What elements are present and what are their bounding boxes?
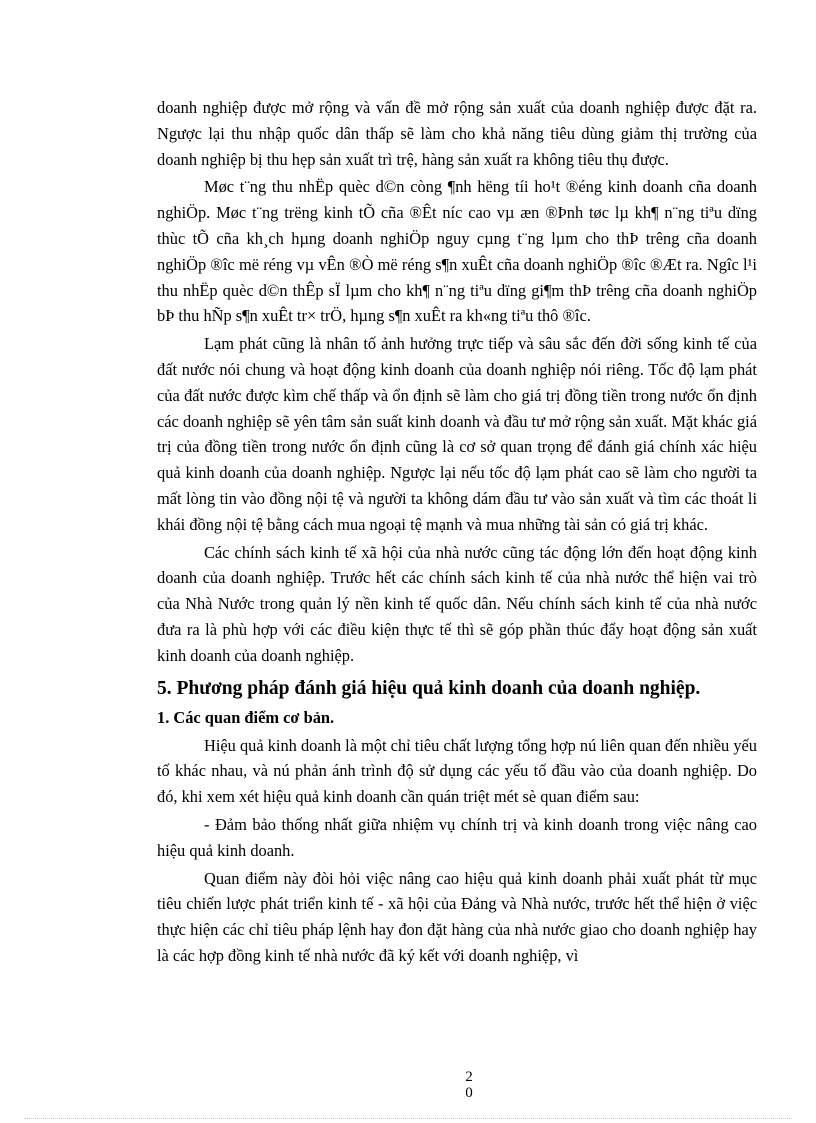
page-number-digit-1: 2 xyxy=(465,1069,473,1085)
subsection-heading: 1. Các quan điểm cơ bản. xyxy=(157,707,335,727)
page-bottom-divider xyxy=(24,1118,792,1119)
paragraph-efficiency-definition: Hiệu quả kinh doanh là một chỉ tiêu chất lượng tổng hợp nú liên quan đến nhiều yếu tố khác nhau, và nú phản ánh trình độ sử dụng các yếu tố đầu vào của doanh nghiệp. Do đó, khi xem xét hiệu quả kinh doanh cần quán triệt mét sè quan điểm sau: xyxy=(157,735,757,807)
paragraph-inflation: Lạm phát cũng là nhân tố ảnh hưởng trực tiếp và sâu sắc đến đời sống kinh tế của đất nước nói chung và hoạt động kinh doanh của doanh nghiệp nói riêng. Tốc độ lạm phát của đất nước được kìm chế thấp và ổn định sẽ làm cho giá trị đồng tiền trong nước ổn định các doanh nghiệp sẽ yên tâm sản suất kinh doanh và đầu tư mở rộng sản xuất. Mặt khác giá trị của đồng tiền trong nước ổn định cũng là cơ sở quan trọng để đánh giá chính xác hiệu quả kinh doanh của doanh nghiệp. Ngược lại nếu tốc độ lạm phát cao sẽ làm cho người ta mất lòng tin vào đồng nội tệ và người ta không dám đầu tư vào sản xuất và tìm các thoát li khái đồng nội tệ bằng cách mua ngoại tệ mạnh và mua những tài sản có giá trị khác. xyxy=(157,334,757,534)
paragraph-principle-bullet: - Đảm bảo thống nhất giữa nhiệm vụ chính trị và kinh doanh trong việc nâng cao hiệu quả kinh doanh. xyxy=(157,814,757,860)
page-number-digit-2: 0 xyxy=(465,1085,473,1101)
paragraph-continued: doanh nghiệp được mở rộng và vấn đề mở rộng sản xuất của doanh nghiệp được đặt ra. Ngược lại thu nhập quốc dân thấp sẽ làm cho khả năng tiêu dùng giảm thị trường của doanh nghiệp bị thu hẹp sản xuất trì trệ, hàng sản xuất ra không tiêu thụ được. xyxy=(157,98,757,169)
document-page xyxy=(157,95,757,969)
paragraph-principle-explanation: Quan điểm này đòi hỏi việc nâng cao hiệu quả kinh doanh phải xuất phát từ mục tiêu chiến lược phát triển kinh tế - xã hội của Đảng và Nhà nước, trước hết thể hiện ở việc thực hiện các chỉ tiêu pháp lệnh hay đon đặt hàng của nhà nước giao cho doanh nghiệp hay là các hợp đồng kinh tế nhà nước đã ký kết với doanh nghiệp, vì xyxy=(157,868,757,965)
page-number xyxy=(461,1069,477,1101)
paragraph-state-policy: Các chính sách kinh tế xã hội của nhà nước cũng tác động lớn đến hoạt động kinh doanh của doanh nghiệp. Trước hết các chính sách kinh tế của nhà nước thể hiện vai trò của Nhà Nước trong quản lý nền kinh tế quốc dân. Nếu chính sách kinh tế của nhà nước đưa ra là phù hợp với các điều kiện thực tế thì sẽ góp phần thúc đẩy hoạt động sản xuất kinh doanh của doanh nghiệp. xyxy=(157,542,757,665)
section-heading: 5. Phương pháp đánh giá hiệu quả kinh doanh của doanh nghiệp. xyxy=(157,677,701,699)
paragraph-legacy-encoding: Møc t¨ng thu nhËp quèc d©n còng ¶nh hëng tíi ho¹t ®éng kinh doanh cña doanh nghiÖp. Møc t¨ng trëng kinh tÕ cña ®Êt níc cao vµ æn ®Þnh tøc lµ kh¶ n¨ng tiªu dïng thùc tÕ cña kh¸ch hµng doanh nghiÖp nguy cµng t¨ng lµm cho thÞ trêng cña doanh nghiÖp ®îc më réng vµ vÊn ®Ò më réng s¶n xuÊt cña doanh nghiÖp ®îc ®Æt ra. Ngîc l¹i thu nhËp quèc d©n thÊp sÏ lµm cho kh¶ n¨ng tiªu dïng gi¶m thÞ trêng cña doanh nghiÖp bÞ thu hÑp s¶n xuÊt tr× trÖ, hµng s¶n xuÊt ra kh«ng tiªu thô ®îc. xyxy=(157,177,757,326)
